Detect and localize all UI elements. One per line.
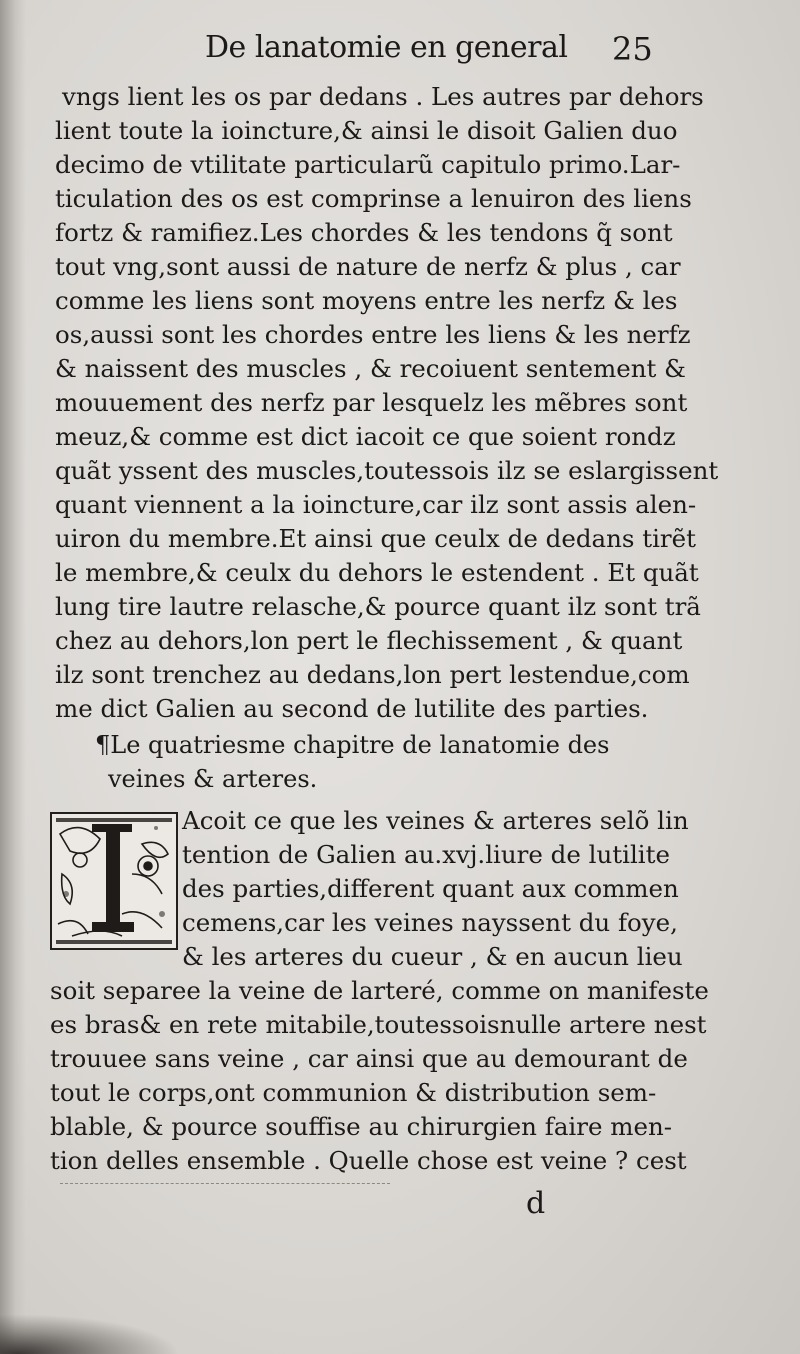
text-line: trouuee sans veine , car ainsi que au demourant de <box>50 1044 688 1073</box>
text-line: tout vng,sont aussi de nature de nerfz & plus , car <box>55 252 681 281</box>
text-line: meuz,& comme est dict iacoit ce que soient rondz <box>55 422 676 451</box>
text-line: tion delles ensemble . Quelle chose est veine ? cest <box>50 1146 687 1175</box>
page-number: 25 <box>612 30 653 68</box>
page-gutter-shadow <box>0 0 26 1354</box>
text-line: & les arteres du cueur , & en aucun lieu <box>182 942 683 971</box>
bottom-rule <box>60 1183 390 1184</box>
decorated-initial <box>50 812 178 950</box>
text-line: tention de Galien au.xvj.liure de lutilite <box>182 840 670 869</box>
text-line: soit separee la veine de larteré, comme on manifeste <box>50 976 709 1005</box>
text-line: des parties,different quant aux commen <box>182 874 679 903</box>
text-line: uiron du membre.Et ainsi que ceulx de dedans tirẽt <box>55 524 696 553</box>
text-line: cemens,car les veines nayssent du foye, <box>182 908 678 937</box>
text-line: chez au dehors,lon pert le flechissement , & quant <box>55 626 683 655</box>
text-line: decimo de vtilitate particularũ capitulo primo.Lar- <box>55 150 681 179</box>
text-line: vngs lient les os par dedans . Les autres par dehors <box>62 82 704 111</box>
text-line: tout le corps,ont communion & distribution sem- <box>50 1078 657 1107</box>
text-line: ticulation des os est comprinse a lenuiron des liens <box>55 184 692 213</box>
chapter-heading: veines & arteres. <box>108 765 318 793</box>
text-line: comme les liens sont moyens entre les nerfz & les <box>55 286 678 315</box>
chapter-heading: ¶Le quatriesme chapitre de lanatomie des <box>95 731 610 759</box>
text-line: quãt yssent des muscles,toutessois ilz se eslargissent <box>55 456 719 485</box>
text-line: lient toute la ioincture,& ainsi le disoit Galien duo <box>55 116 678 145</box>
floral-initial-icon <box>52 814 176 948</box>
text-line: lung tire lautre relasche,& pource quant ilz sont trã <box>55 592 701 621</box>
text-line: & naissent des muscles , & recoiuent sentement & <box>55 354 686 383</box>
text-line: me dict Galien au second de lutilite des parties. <box>55 694 649 723</box>
text-line: mouuement des nerfz par lesquelz les mẽbres sont <box>55 388 688 417</box>
text-line: ilz sont trenchez au dedans,lon pert lestendue,com <box>55 660 690 689</box>
text-line: fortz & ramifiez.Les chordes & les tendons q̃ sont <box>55 218 673 247</box>
text-line: blable, & pource souffise au chirurgien faire men- <box>50 1112 673 1141</box>
ink-blot <box>0 1314 180 1354</box>
text-line: Acoit ce que les veines & arteres selõ lin <box>182 806 689 835</box>
text-line: es bras& en rete mitabile,toutessoisnulle artere nest <box>50 1010 707 1039</box>
text-line: os,aussi sont les chordes entre les liens & les nerfz <box>55 320 691 349</box>
running-head: De lanatomie en general <box>205 30 568 65</box>
text-line: quant viennent a la ioincture,car ilz sont assis alen- <box>55 490 697 519</box>
signature-mark: d <box>526 1186 546 1221</box>
text-line: le membre,& ceulx du dehors le estendent . Et quãt <box>55 558 699 587</box>
